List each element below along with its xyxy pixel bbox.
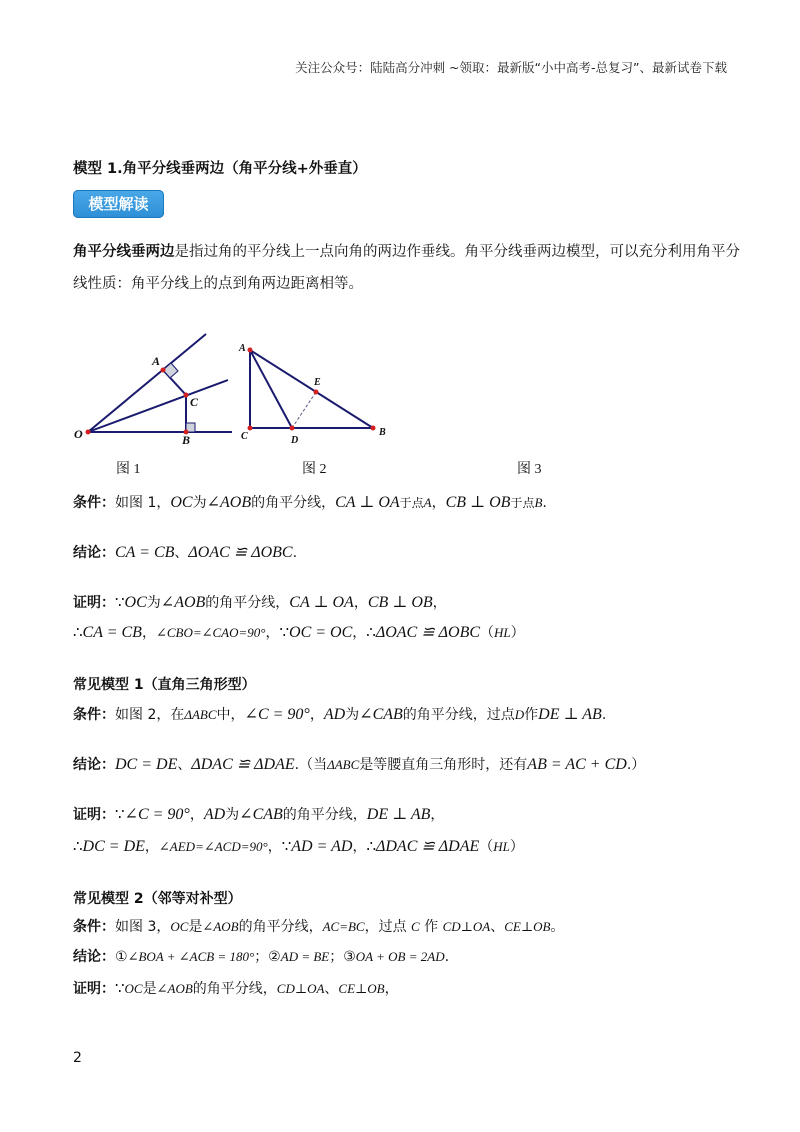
model1-conclusion [73,542,297,562]
common1-proof-line-2 [73,836,524,856]
model-reading-badge: 模型解读 [73,190,164,218]
text: .） [626,757,646,773]
math: AB = AC + CD [527,756,627,773]
therefore-symbol: ∴ [73,625,83,641]
math: A [423,495,432,510]
math: HL [493,839,510,854]
text: ， [309,707,324,723]
common-model-1-title: 常见模型 1（直角三角形型） [73,677,256,693]
math: ∠CAB [239,806,283,823]
text: 为 [192,495,207,511]
common2-proof-line-1 [73,978,399,998]
figure-1-diagram [70,328,240,448]
math: ΔABC [327,757,360,772]
text: . [292,545,298,561]
common2-condition [73,916,564,936]
text: 作 [419,919,443,935]
math: AC=BC [322,919,365,934]
math: HL [494,625,511,640]
math: DC = DE [115,756,178,773]
text: 、 [174,545,189,561]
fig2-label-a: A [239,343,246,354]
math: AD [203,806,226,823]
label-condition: 条件： [73,495,115,511]
caption-figure-3: 图 3 [517,462,542,477]
math: C [411,919,420,934]
text: 如图 1， [115,495,171,511]
math: ∠C = 90° [124,806,190,823]
math: AD = AD [291,838,353,855]
math: AD = BE [280,949,330,964]
because-symbol: ∵ [281,839,292,855]
text: ， [141,625,156,641]
math: CA ⊥ OA [289,594,354,611]
text: .（当 [294,757,328,773]
math: CB ⊥ OB [445,494,511,511]
math: DE ⊥ AB [538,706,602,723]
text: ， [352,625,367,641]
text: . [601,707,607,723]
text: 、 [490,919,505,935]
math: CE⊥OB [338,981,385,996]
fig1-label-o: O [74,427,83,441]
text: 是等腰直角三角形时，还有 [359,757,528,773]
text: 的角平分线， [205,595,290,611]
text: ， [352,839,367,855]
math: ∠AOB [160,594,206,611]
because-symbol: ∵ [115,595,125,611]
text: . [542,495,547,511]
text: ， [267,839,282,855]
text: ， [384,981,399,997]
math: ΔABC [184,707,217,722]
text: 的角平分线， [251,495,336,511]
math: DC = DE [82,838,145,855]
common1-condition [73,704,606,724]
caption-figure-2: 图 2 [302,462,327,477]
intro-text-1: 是指过角的平分线上一点向角的两边作垂线。角平分线垂两边模型，可以充分利用角平分 [174,244,740,260]
fig1-label-b: B [182,433,191,447]
math: CE⊥OB [504,919,551,934]
intro-term: 角平分线垂两边 [73,244,175,260]
fig2-label-d: D [291,435,299,446]
math: ΔOAC ≌ ΔOBC [375,624,481,641]
text: 如图 3， [115,919,171,935]
text: 的角平分线， [192,981,277,997]
math: B [534,495,543,510]
text: ， [189,807,204,823]
math: ∠AOB [156,981,193,996]
because-symbol: ∵ [279,625,290,641]
text: 于点 [510,496,535,510]
math: ∠C = 90° [244,706,310,723]
fig2-label-b: B [379,427,386,438]
text: （ [479,839,494,855]
math: CB ⊥ OB [367,594,433,611]
model1-condition [73,492,547,512]
math: ∠AOB [206,494,252,511]
common1-proof-line-1 [73,804,444,824]
math: OC [170,494,193,511]
fig1-label-c: C [190,395,199,409]
math: ∠AED=∠ACD=90° [158,839,268,854]
therefore-symbol: ∴ [366,625,376,641]
page-number: 2 [73,1050,82,1066]
math: CD⊥OA [442,919,491,934]
text: ） [509,839,524,855]
label-condition: 条件： [73,707,115,723]
math: OC = OC [289,624,353,641]
math: OC [124,981,143,996]
fig2-label-e: E [314,377,321,388]
text: 、 [324,981,339,997]
math: ΔDAC ≌ ΔDAE [375,838,480,855]
label-proof: 证明： [73,981,115,997]
text: 的角平分线， [238,919,323,935]
label-conclusion: 结论： [73,949,115,965]
section-title: 模型 1.角平分线垂两边（角平分线+外垂直） [73,161,367,177]
math: ∠CBO=∠CAO=90° [155,625,266,640]
text: 的角平分线，过点 [402,707,515,723]
math: CA = CB [115,544,175,561]
math: OC [124,594,147,611]
text: 、 [177,757,192,773]
math: OC [170,919,189,934]
text: 中， [216,707,245,723]
text: ① [115,949,128,965]
text: ， [265,625,280,641]
text: ；② [254,949,281,965]
figure-2-diagram [236,335,396,450]
text: 如图 2，在 [115,707,185,723]
label-proof: 证明： [73,807,115,823]
therefore-symbol: ∴ [366,839,376,855]
math: ΔOAC ≌ ΔOBC [188,544,293,561]
text: 于点 [399,496,424,510]
label-condition: 条件： [73,919,115,935]
text: 为 [146,595,161,611]
math: ∠AOB [202,919,239,934]
label-conclusion: 结论： [73,757,115,773]
common1-conclusion [73,754,645,774]
intro-line-1 [73,240,740,261]
because-symbol: ∵ [115,981,125,997]
math: OA + OB = 2AD [355,949,445,964]
text: 是 [188,919,203,935]
text: ；③ [329,949,356,965]
text: 为 [345,707,360,723]
math: ∠CAB [359,706,403,723]
text: . [444,949,450,965]
text: 。 [550,919,565,935]
text: ， [353,595,368,611]
text: 是 [142,981,157,997]
math: D [514,707,525,722]
label-conclusion: 结论： [73,545,115,561]
fig1-label-a: A [152,354,161,368]
fig2-label-c: C [241,431,248,442]
text: ， [144,839,159,855]
math: ∠BOA + ∠ACB = 180° [127,949,255,964]
common2-conclusion [73,946,449,966]
model1-proof-line-2 [73,622,525,642]
math: AD [323,706,346,723]
common-model-2-title: 常见模型 2（邻等对补型） [73,891,242,907]
therefore-symbol: ∴ [73,839,83,855]
text: （ [480,625,495,641]
math: ΔDAC ≌ ΔDAE [191,756,295,773]
caption-figure-1: 图 1 [116,462,141,477]
math: CD⊥OA [276,981,325,996]
math: CA = CB [82,624,142,641]
text: 作 [524,707,539,723]
page-header: 关注公众号：陆陆高分冲刺 ~领取：最新版“小中高考-总复习”、最新试卷下载 [295,60,727,75]
label-proof: 证明： [73,595,115,611]
text: ） [510,625,525,641]
intro-line-2: 线性质：角平分线上的点到角两边距离相等。 [73,276,363,292]
text: 为 [225,807,240,823]
math: CA ⊥ OA [335,494,400,511]
model1-proof-line-1 [73,592,447,612]
text: ， [430,807,445,823]
text: 的角平分线， [282,807,367,823]
because-symbol: ∵ [115,807,125,823]
text: ，过点 [364,919,412,935]
text: ， [432,595,447,611]
text: ， [431,495,446,511]
math: DE ⊥ AB [366,806,431,823]
